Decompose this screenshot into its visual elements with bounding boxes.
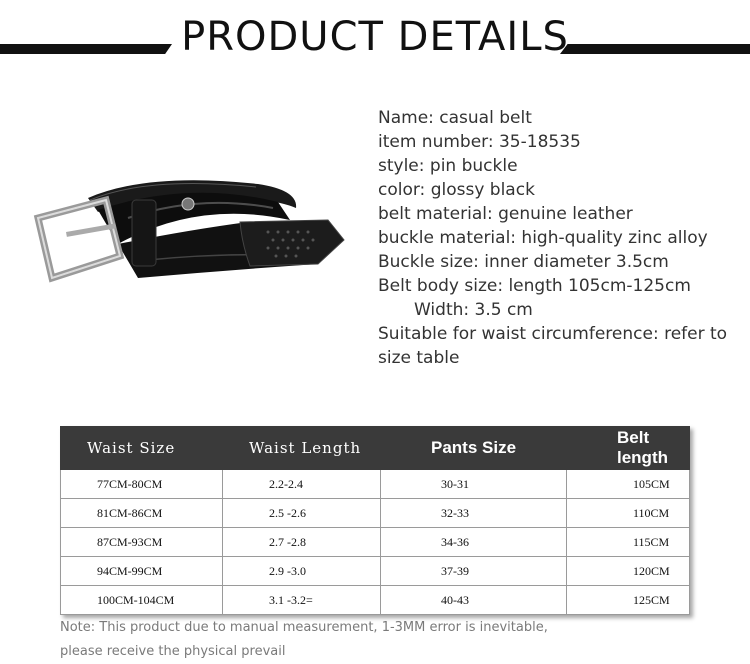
cell-waist-length: 3.1 -3.2= [223, 586, 381, 615]
size-table [60, 426, 690, 615]
header-waist-length: Waist Length [223, 427, 381, 470]
spec-name: Name: casual belt [378, 108, 532, 128]
table-row [61, 470, 690, 499]
header-belt-length: Belt length [567, 427, 690, 470]
table-header-row [61, 427, 690, 470]
cell-pants-size: 40-43 [381, 586, 567, 615]
spec-belt-material: belt material: genuine leather [378, 204, 633, 224]
belt-product-image [28, 160, 358, 310]
cell-waist-size: 100CM-104CM [61, 586, 223, 615]
cell-belt-length: 110CM [567, 499, 690, 528]
cell-pants-size: 34-36 [381, 528, 567, 557]
table-row [61, 499, 690, 528]
table-row [61, 557, 690, 586]
header-waist-size: Waist Size [61, 427, 223, 470]
spec-style: style: pin buckle [378, 156, 518, 176]
cell-waist-length: 2.5 -2.6 [223, 499, 381, 528]
cell-pants-size: 37-39 [381, 557, 567, 586]
cell-waist-length: 2.7 -2.8 [223, 528, 381, 557]
note-line-1: Note: This product due to manual measurement, 1-3MM error is inevitable, [60, 620, 548, 635]
table-row [61, 528, 690, 557]
spec-color: color: glossy black [378, 180, 535, 200]
cell-waist-length: 2.9 -3.0 [223, 557, 381, 586]
product-specs [378, 106, 750, 370]
note-line-2: please receive the physical prevail [60, 644, 286, 659]
cell-waist-size: 81CM-86CM [61, 499, 223, 528]
cell-belt-length: 115CM [567, 528, 690, 557]
cell-waist-size: 94CM-99CM [61, 557, 223, 586]
cell-waist-size: 87CM-93CM [61, 528, 223, 557]
spec-buckle-material: buckle material: high-quality zinc alloy [378, 228, 708, 248]
spec-body-size: Belt body size: length 105cm-125cm [378, 276, 691, 296]
cell-pants-size: 30-31 [381, 470, 567, 499]
page-title: PRODUCT DETAILS [181, 14, 569, 60]
measurement-note [60, 616, 740, 664]
cell-belt-length: 120CM [567, 557, 690, 586]
table-row [61, 586, 690, 615]
cell-waist-length: 2.2-2.4 [223, 470, 381, 499]
cell-pants-size: 32-33 [381, 499, 567, 528]
spec-width: Width: 3.5 cm [414, 300, 533, 320]
cell-belt-length: 125CM [567, 586, 690, 615]
cell-waist-size: 77CM-80CM [61, 470, 223, 499]
spec-item-number: item number: 35-18535 [378, 132, 581, 152]
cell-belt-length: 105CM [567, 470, 690, 499]
spec-suitable: Suitable for waist circumference: refer to size table [378, 324, 728, 368]
header-pants-size: Pants Size [381, 427, 567, 470]
spec-buckle-size: Buckle size: inner diameter 3.5cm [378, 252, 669, 272]
